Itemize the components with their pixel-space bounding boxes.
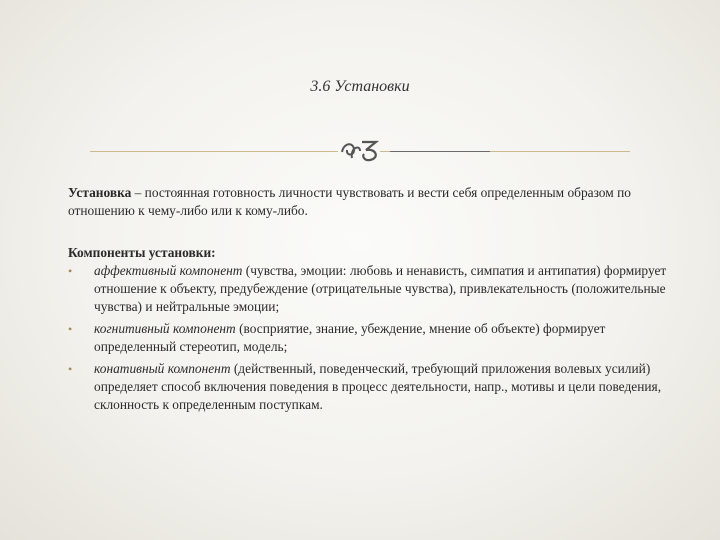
component-name: когнитивный компонент xyxy=(94,321,236,336)
bullet-icon: • xyxy=(68,362,73,376)
bullet-icon: • xyxy=(68,322,73,336)
component-name: аффективный компонент xyxy=(94,263,243,278)
definition-paragraph xyxy=(68,184,680,220)
slide-title: 3.6 Установки xyxy=(310,78,410,95)
component-text: (действенный, поведенческий, требующий приложения волевых усилий) определяет способ включения поведения в процесс деятельности, напр., мотивы и цели поведения, склонность к определенным поступкам. xyxy=(94,361,662,412)
definition-term: Установка xyxy=(68,185,132,200)
component-text: (восприятие, знание, убеждение, мнение об объекте) формирует определенный стереотип, модель; xyxy=(94,321,606,354)
components-heading: Компоненты установки: xyxy=(68,245,216,260)
decorative-scroll-icon xyxy=(336,134,384,166)
list-item xyxy=(68,320,680,356)
divider-line-accent xyxy=(390,151,490,152)
divider-line-left xyxy=(90,151,338,152)
bullet-icon: • xyxy=(68,264,73,278)
list-item xyxy=(68,360,680,414)
title-divider xyxy=(90,134,630,166)
definition-text: – постоянная готовность личности чувствовать и вести себя определенным образом по отношению к чему-либо или к кому-либо. xyxy=(68,185,631,218)
component-text: (чувства, эмоции: любовь и ненависть, симпатия и антипатия) формирует отношение к объекту, предубеждение (отрицательные чувства), привлекательность (положительные чувства) и нейтральные эмоции; xyxy=(94,263,667,314)
slide-body xyxy=(68,184,680,418)
components-list xyxy=(68,262,680,414)
list-item xyxy=(68,262,680,316)
component-name: конативный компонент xyxy=(94,361,231,376)
